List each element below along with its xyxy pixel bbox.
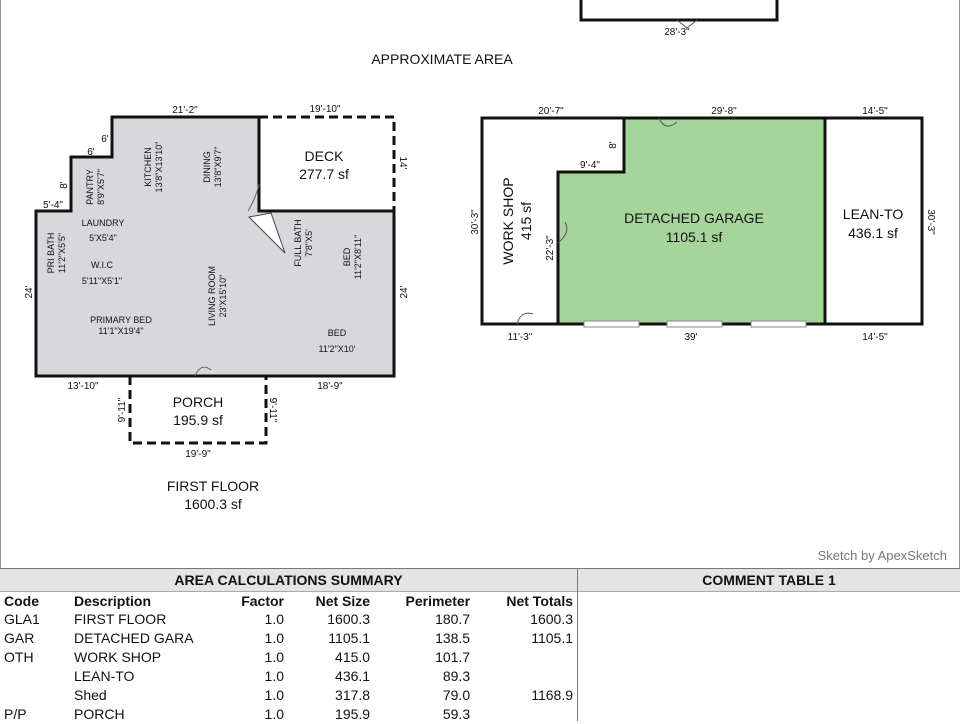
table-cell: 1168.9 (531, 687, 573, 703)
deck-area: 277.7 sf (299, 166, 349, 182)
table-cell: 138.5 (435, 630, 471, 646)
svg-text:PANTRY8'9"X5'7": PANTRY8'9"X5'7" (85, 169, 106, 205)
garage-label: DETACHED GARAGE (624, 210, 764, 226)
garage-door-icon (584, 321, 639, 327)
table-cell: P/P (4, 706, 27, 722)
table-cell: PORCH (74, 706, 125, 722)
svg-text:PRI BATH11'2"X5'5": PRI BATH11'2"X5'5" (46, 232, 67, 274)
area-calculations-table (0, 569, 578, 721)
workshop-dim-bottom: 11'-3" (507, 332, 533, 343)
room-dining (202, 147, 223, 188)
table-cell: 1105.1 (328, 630, 371, 646)
area-table-title: AREA CALCULATIONS SUMMARY (0, 569, 577, 592)
svg-text:11'1"X19'4": 11'1"X19'4" (98, 326, 144, 336)
dim-8: 8' (59, 181, 70, 189)
lean-to-area: 436.1 sf (848, 225, 898, 241)
table-cell: GLA1 (4, 611, 40, 627)
table-cell: 1600.3 (530, 611, 573, 627)
table-cell: DETACHED GARA (74, 630, 194, 646)
dim-5-4: 5'-4" (43, 200, 63, 211)
dim-6a: 6' (101, 134, 109, 145)
table-header-row (0, 592, 577, 610)
table-cell: 1.0 (264, 630, 284, 646)
svg-text:BED11'2"X8'11": BED11'2"X8'11" (342, 234, 363, 280)
table-cell: Shed (74, 687, 107, 703)
svg-text:FULL BATH7'8"X5': FULL BATH7'8"X5' (293, 219, 314, 267)
room-kitchen (143, 142, 164, 193)
garage-door-icon (667, 321, 722, 327)
table-row (0, 629, 577, 648)
porch-area: 195.9 sf (173, 412, 223, 428)
table-cell: FIRST FLOOR (74, 611, 167, 627)
porch-label: PORCH (172, 394, 224, 410)
svg-text:11'2"X10': 11'2"X10' (318, 344, 356, 354)
table-cell: 1.0 (264, 611, 284, 627)
garage-dim-22-3: 22'-3" (545, 235, 556, 261)
dim-left: 24' (24, 285, 35, 299)
first-floor-area: 1600.3 sf (184, 496, 242, 512)
deck-label: DECK (304, 148, 344, 164)
dim-6b: 6' (87, 147, 95, 158)
room-living-room (207, 266, 228, 326)
garage-dim-9-4: 9'-4" (580, 160, 600, 171)
table-cell: 1.0 (264, 668, 284, 684)
table-cell (474, 667, 577, 686)
table-cell: 1.0 (264, 687, 284, 703)
table-cell (474, 705, 577, 724)
table-cell: 436.1 (335, 668, 371, 684)
lean-to-label: LEAN-TO (842, 206, 904, 222)
garage-dim-top: 29'-8" (711, 106, 737, 117)
col-header: Factor (241, 593, 284, 609)
table-row (0, 610, 577, 629)
svg-text:BED: BED (327, 328, 347, 338)
table-cell: 101.7 (435, 649, 471, 665)
tables-section (0, 568, 960, 721)
svg-text:5'X5'4": 5'X5'4" (89, 233, 117, 243)
area-table-body (0, 610, 577, 724)
table-cell: 1600.3 (327, 611, 371, 627)
svg-text:W.I.C: W.I.C (91, 260, 113, 270)
lean-to-dim-bottom: 14'-5" (862, 332, 888, 343)
table-cell: 415.0 (335, 649, 371, 665)
table-row (0, 667, 577, 686)
workshop-dim-top: 20'-7" (538, 106, 564, 117)
svg-text:DINING13'8"X9'7": DINING13'8"X9'7" (202, 146, 223, 188)
workshop-dim-left: 30'-3" (470, 209, 481, 235)
dim-bottom-left: 13'-10" (67, 381, 99, 392)
sketch-credit: Sketch by ApexSketch (817, 548, 947, 563)
deck-dim-top: 19'-10" (309, 104, 341, 115)
garage-dim-bottom: 39' (684, 332, 698, 343)
approximate-area-label: APPROXIMATE AREA (371, 51, 513, 67)
table-cell: 180.7 (435, 611, 471, 627)
table-cell: 59.3 (442, 706, 471, 722)
room-primary-bed (90, 315, 152, 336)
comment-table-title: COMMENT TABLE 1 (578, 569, 960, 592)
table-cell: 1.0 (264, 706, 284, 722)
svg-text:KITCHEN13'8"X13'10": KITCHEN13'8"X13'10" (143, 141, 164, 193)
dim-bottom-right: 18'-9" (317, 381, 343, 392)
porch-dim-left: 9'-11" (117, 397, 128, 423)
first-floor-label: FIRST FLOOR (166, 478, 260, 494)
dim-top: 21'-2" (172, 105, 198, 116)
deck-dim-right: 14' (397, 156, 408, 170)
porch-dim-bottom: 19'-9" (185, 449, 211, 460)
col-header: Code (4, 593, 39, 609)
table-cell: GAR (4, 630, 35, 646)
dim-right: 24' (399, 285, 410, 299)
workshop-label: WORK SHOP 415 sf (500, 177, 534, 265)
garage-area: 1105.1 sf (665, 229, 723, 245)
garage-dim-8: 8' (608, 141, 619, 149)
table-cell: 195.9 (335, 706, 371, 722)
deck-outline (259, 117, 394, 211)
table-row (0, 648, 577, 667)
shed-outline (581, 0, 777, 20)
garage-door-icon (751, 321, 806, 327)
col-header: Net Size (315, 593, 371, 609)
table-cell (0, 686, 70, 705)
table-cell: 79.0 (442, 687, 471, 703)
col-header: Net Totals (506, 593, 573, 609)
area-table (0, 592, 577, 724)
shed-dimension: 28'-3" (664, 27, 690, 38)
comment-table (578, 569, 960, 721)
table-cell (474, 648, 577, 667)
room-pantry (85, 169, 106, 205)
porch-dim-right: 9'-11" (267, 397, 278, 423)
table-row (0, 686, 577, 705)
table-cell: WORK SHOP (74, 649, 162, 665)
lean-to-dim-right: 30'-3" (925, 209, 936, 235)
col-header: Perimeter (405, 593, 471, 609)
table-cell: 89.3 (442, 668, 471, 684)
table-cell: 317.8 (335, 687, 371, 703)
room-pri-bath (46, 233, 67, 274)
table-cell (0, 667, 70, 686)
table-cell: 1105.1 (531, 630, 573, 646)
svg-text:LAUNDRY: LAUNDRY (81, 218, 125, 228)
floor-plan-sketch (1, 0, 960, 568)
lean-to-dim-top: 14'-5" (862, 106, 888, 117)
col-header: Description (74, 593, 152, 609)
table-row (0, 705, 577, 724)
svg-text:PRIMARY BED: PRIMARY BED (90, 315, 152, 325)
table-cell: 1.0 (264, 649, 284, 665)
table-cell: OTH (4, 649, 34, 665)
svg-text:5'11"X5'1": 5'11"X5'1" (81, 276, 123, 286)
svg-text:LIVING ROOM23'X15'10": LIVING ROOM23'X15'10" (207, 265, 228, 327)
table-cell: LEAN-TO (74, 668, 135, 684)
